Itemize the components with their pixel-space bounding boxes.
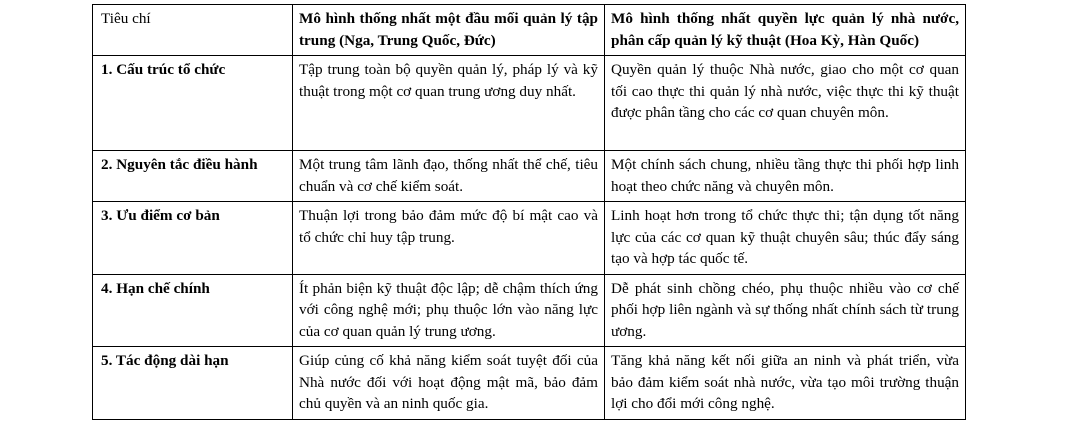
criterion-text: 5. Tác động dài hạn (101, 352, 229, 369)
decentralized-cell (605, 202, 966, 275)
decentralized-text: Quyền quản lý thuộc Nhà nước, giao cho một cơ quan tối cao thực thi quản lý nhà nước, việc thực thi kỹ thuật được phân tầng cho các cơ quan chuyên môn. (611, 61, 959, 121)
centralized-cell (293, 151, 605, 202)
centralized-text: Tập trung toàn bộ quyền quản lý, pháp lý và kỹ thuật trong một cơ quan trung ương duy nhất. (299, 61, 598, 100)
header-centralized-model-text: Mô hình thống nhất một đầu mối quản lý tập trung (Nga, Trung Quốc, Đức) (299, 10, 598, 49)
criterion-text: 3. Ưu điểm cơ bản (101, 207, 220, 224)
criterion-text: 4. Hạn chế chính (101, 279, 210, 297)
decentralized-cell (605, 274, 966, 347)
decentralized-cell (605, 56, 966, 151)
criterion-cell (93, 151, 293, 202)
centralized-text: Ít phản biện kỹ thuật độc lập; dễ chậm thích ứng với công nghệ mới; phụ thuộc lớn vào năng lực của cơ quan quản lý trung ương. (299, 279, 598, 340)
decentralized-text: Tăng khả năng kết nối giữa an ninh và phát triển, vừa bảo đảm kiểm soát nhà nước, vừa tạo môi trường thuận lợi cho đổi mới công nghệ. (611, 352, 959, 412)
table-row (93, 274, 966, 347)
criterion-text: 2. Nguyên tắc điều hành (101, 156, 258, 173)
centralized-text: Thuận lợi trong bảo đảm mức độ bí mật cao và tổ chức chỉ huy tập trung. (299, 207, 598, 246)
table-row (93, 202, 966, 275)
decentralized-text: Linh hoạt hơn trong tổ chức thực thi; tận dụng tốt năng lực của các cơ quan kỹ thuật chuyên sâu; thúc đẩy sáng tạo và hợp tác quốc tế. (611, 207, 959, 267)
centralized-text: Giúp củng cố khả năng kiểm soát tuyệt đối của Nhà nước đối với hoạt động mật mã, bảo đảm chủ quyền và an ninh quốc gia. (299, 352, 598, 412)
header-decentralized-model-text: Mô hình thống nhất quyền lực quản lý nhà nước, phân cấp quản lý kỹ thuật (Hoa Kỳ, Hàn Quốc) (611, 10, 959, 49)
decentralized-text: Một chính sách chung, nhiều tầng thực thi phối hợp linh hoạt theo chức năng và chuyên môn. (611, 156, 959, 195)
table-row (93, 347, 966, 420)
centralized-cell (293, 202, 605, 275)
criterion-cell (93, 347, 293, 420)
decentralized-cell (605, 347, 966, 420)
header-cell-criteria (93, 5, 293, 56)
criterion-cell (93, 274, 293, 347)
header-criteria-text: Tiêu chí (101, 10, 151, 27)
decentralized-text: Dễ phát sinh chồng chéo, phụ thuộc nhiều vào cơ chế phối hợp liên ngành và sự thống nhất chính sách từ trung ương. (611, 279, 959, 340)
criterion-cell (93, 56, 293, 151)
centralized-cell (293, 274, 605, 347)
criterion-text: 1. Cấu trúc tổ chức (101, 61, 226, 78)
centralized-cell (293, 347, 605, 420)
header-cell-centralized-model (293, 5, 605, 56)
comparison-table (92, 4, 966, 420)
table-row (93, 151, 966, 202)
centralized-text: Một trung tâm lãnh đạo, thống nhất thể chế, tiêu chuẩn và cơ chế kiểm soát. (299, 156, 598, 195)
table-row (93, 56, 966, 151)
centralized-cell (293, 56, 605, 151)
table-header-row (93, 5, 966, 56)
header-cell-decentralized-model (605, 5, 966, 56)
criterion-cell (93, 202, 293, 275)
decentralized-cell (605, 151, 966, 202)
